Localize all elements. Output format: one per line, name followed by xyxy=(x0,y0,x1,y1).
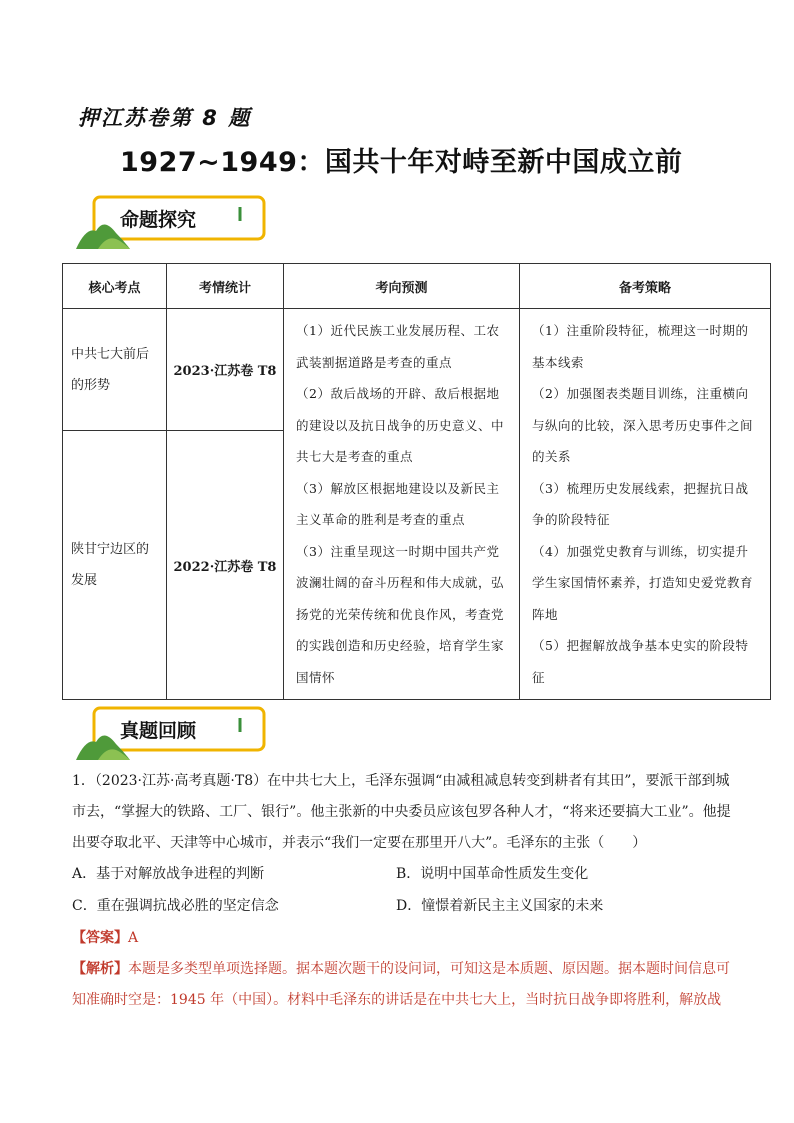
strategy-item: （3）梳理历史发展线索，把握抗日战争的阶段特征 xyxy=(532,480,749,527)
strategy-cell xyxy=(520,309,771,700)
exam-stat-cell: 2022·江苏卷 T8 xyxy=(167,431,284,700)
prediction-cell xyxy=(284,309,520,700)
table-header: 考向预测 xyxy=(284,264,520,309)
section-title-exploration: 命题探究 xyxy=(120,209,197,231)
prediction-item: （1）近代民族工业发展历程、工农武装割据道路是考查的重点 xyxy=(296,323,500,370)
core-point-cell: 陕甘宁边区的发展 xyxy=(63,431,167,700)
section-badge-review xyxy=(74,704,274,762)
question-stem: 1．（2023·江苏·高考真题·T8）在中共七大上，毛泽东强调“由减租减息转变到耕者有其田”，要派干部到城市去，“掌握大的铁路、工厂、银行”。他主张新的中央委员应该包罗各种人才，“将来还要搞大工业”。他提出要夺取北平、天津等中心城市，并表示“我们一定要在那里开八大”。毛泽东的主张（ ） xyxy=(72,773,731,851)
answer-line xyxy=(72,923,732,954)
table-header: 考情统计 xyxy=(167,264,284,309)
prediction-item: （2）敌后战场的开辟、敌后根据地的建设以及抗日战争的历史意义、中共七大是考查的重点 xyxy=(296,386,505,464)
page-title: 1927~1949：国共十年对峙至新中国成立前 xyxy=(120,147,683,178)
exam-label: 押江苏卷第 8 题 xyxy=(78,106,252,130)
table-header: 核心考点 xyxy=(63,264,167,309)
exam-stat-cell: 2023·江苏卷 T8 xyxy=(167,309,284,431)
option-a[interactable]: A．基于对解放战争进程的判断 xyxy=(72,866,265,882)
strategy-item: （2）加强图表类题目训练，注重横向与纵向的比较，深入思考历史事件之间的关系 xyxy=(532,386,754,464)
prediction-item: （3）注重呈现这一时期中国共产党波澜壮阔的奋斗历程和伟大成就，弘扬党的光荣传统和优良作风，考查党的实践创造和历史经验，培育学生家国情怀 xyxy=(296,543,505,685)
question-block xyxy=(72,766,732,1016)
answer-value: A xyxy=(128,930,139,946)
strategy-item: （4）加强党史教育与训练，切实提升学生家国情怀素养，打造知史爱党教育阵地 xyxy=(532,543,754,622)
section-badge-exploration xyxy=(74,193,274,251)
table-header: 备考策略 xyxy=(520,264,771,309)
option-c[interactable]: C．重在强调抗战必胜的坚定信念 xyxy=(72,898,279,914)
options-group xyxy=(72,859,732,923)
analysis-label: 【解析】 xyxy=(72,961,128,977)
option-b[interactable]: B．说明中国革命性质发生变化 xyxy=(396,866,589,882)
section-title-review: 真题回顾 xyxy=(120,720,197,742)
strategy-item: （5）把握解放战争基本史实的阶段特征 xyxy=(532,638,749,685)
analysis-text: 本题是多类型单项选择题。据本题次题干的设问词，可知这是本质题、原因题。据本题时间信息可知准确时空是：1945 年（中国）。材料中毛泽东的讲话是在中共七大上，当时抗日战争即将胜利，解放战 xyxy=(72,961,730,1008)
core-point-cell: 中共七大前后的形势 xyxy=(63,309,167,431)
strategy-item: （1）注重阶段特征，梳理这一时期的基本线索 xyxy=(532,323,749,370)
table-row xyxy=(63,309,771,431)
option-d[interactable]: D．憧憬着新民主主义国家的未来 xyxy=(396,898,604,914)
prediction-item: （3）解放区根据地建设以及新民主主义革命的胜利是考查的重点 xyxy=(296,480,500,527)
table-header-row xyxy=(63,264,771,309)
answer-label: 【答案】 xyxy=(72,930,128,946)
exam-analysis-table xyxy=(62,263,771,700)
analysis-paragraph xyxy=(72,954,732,1016)
